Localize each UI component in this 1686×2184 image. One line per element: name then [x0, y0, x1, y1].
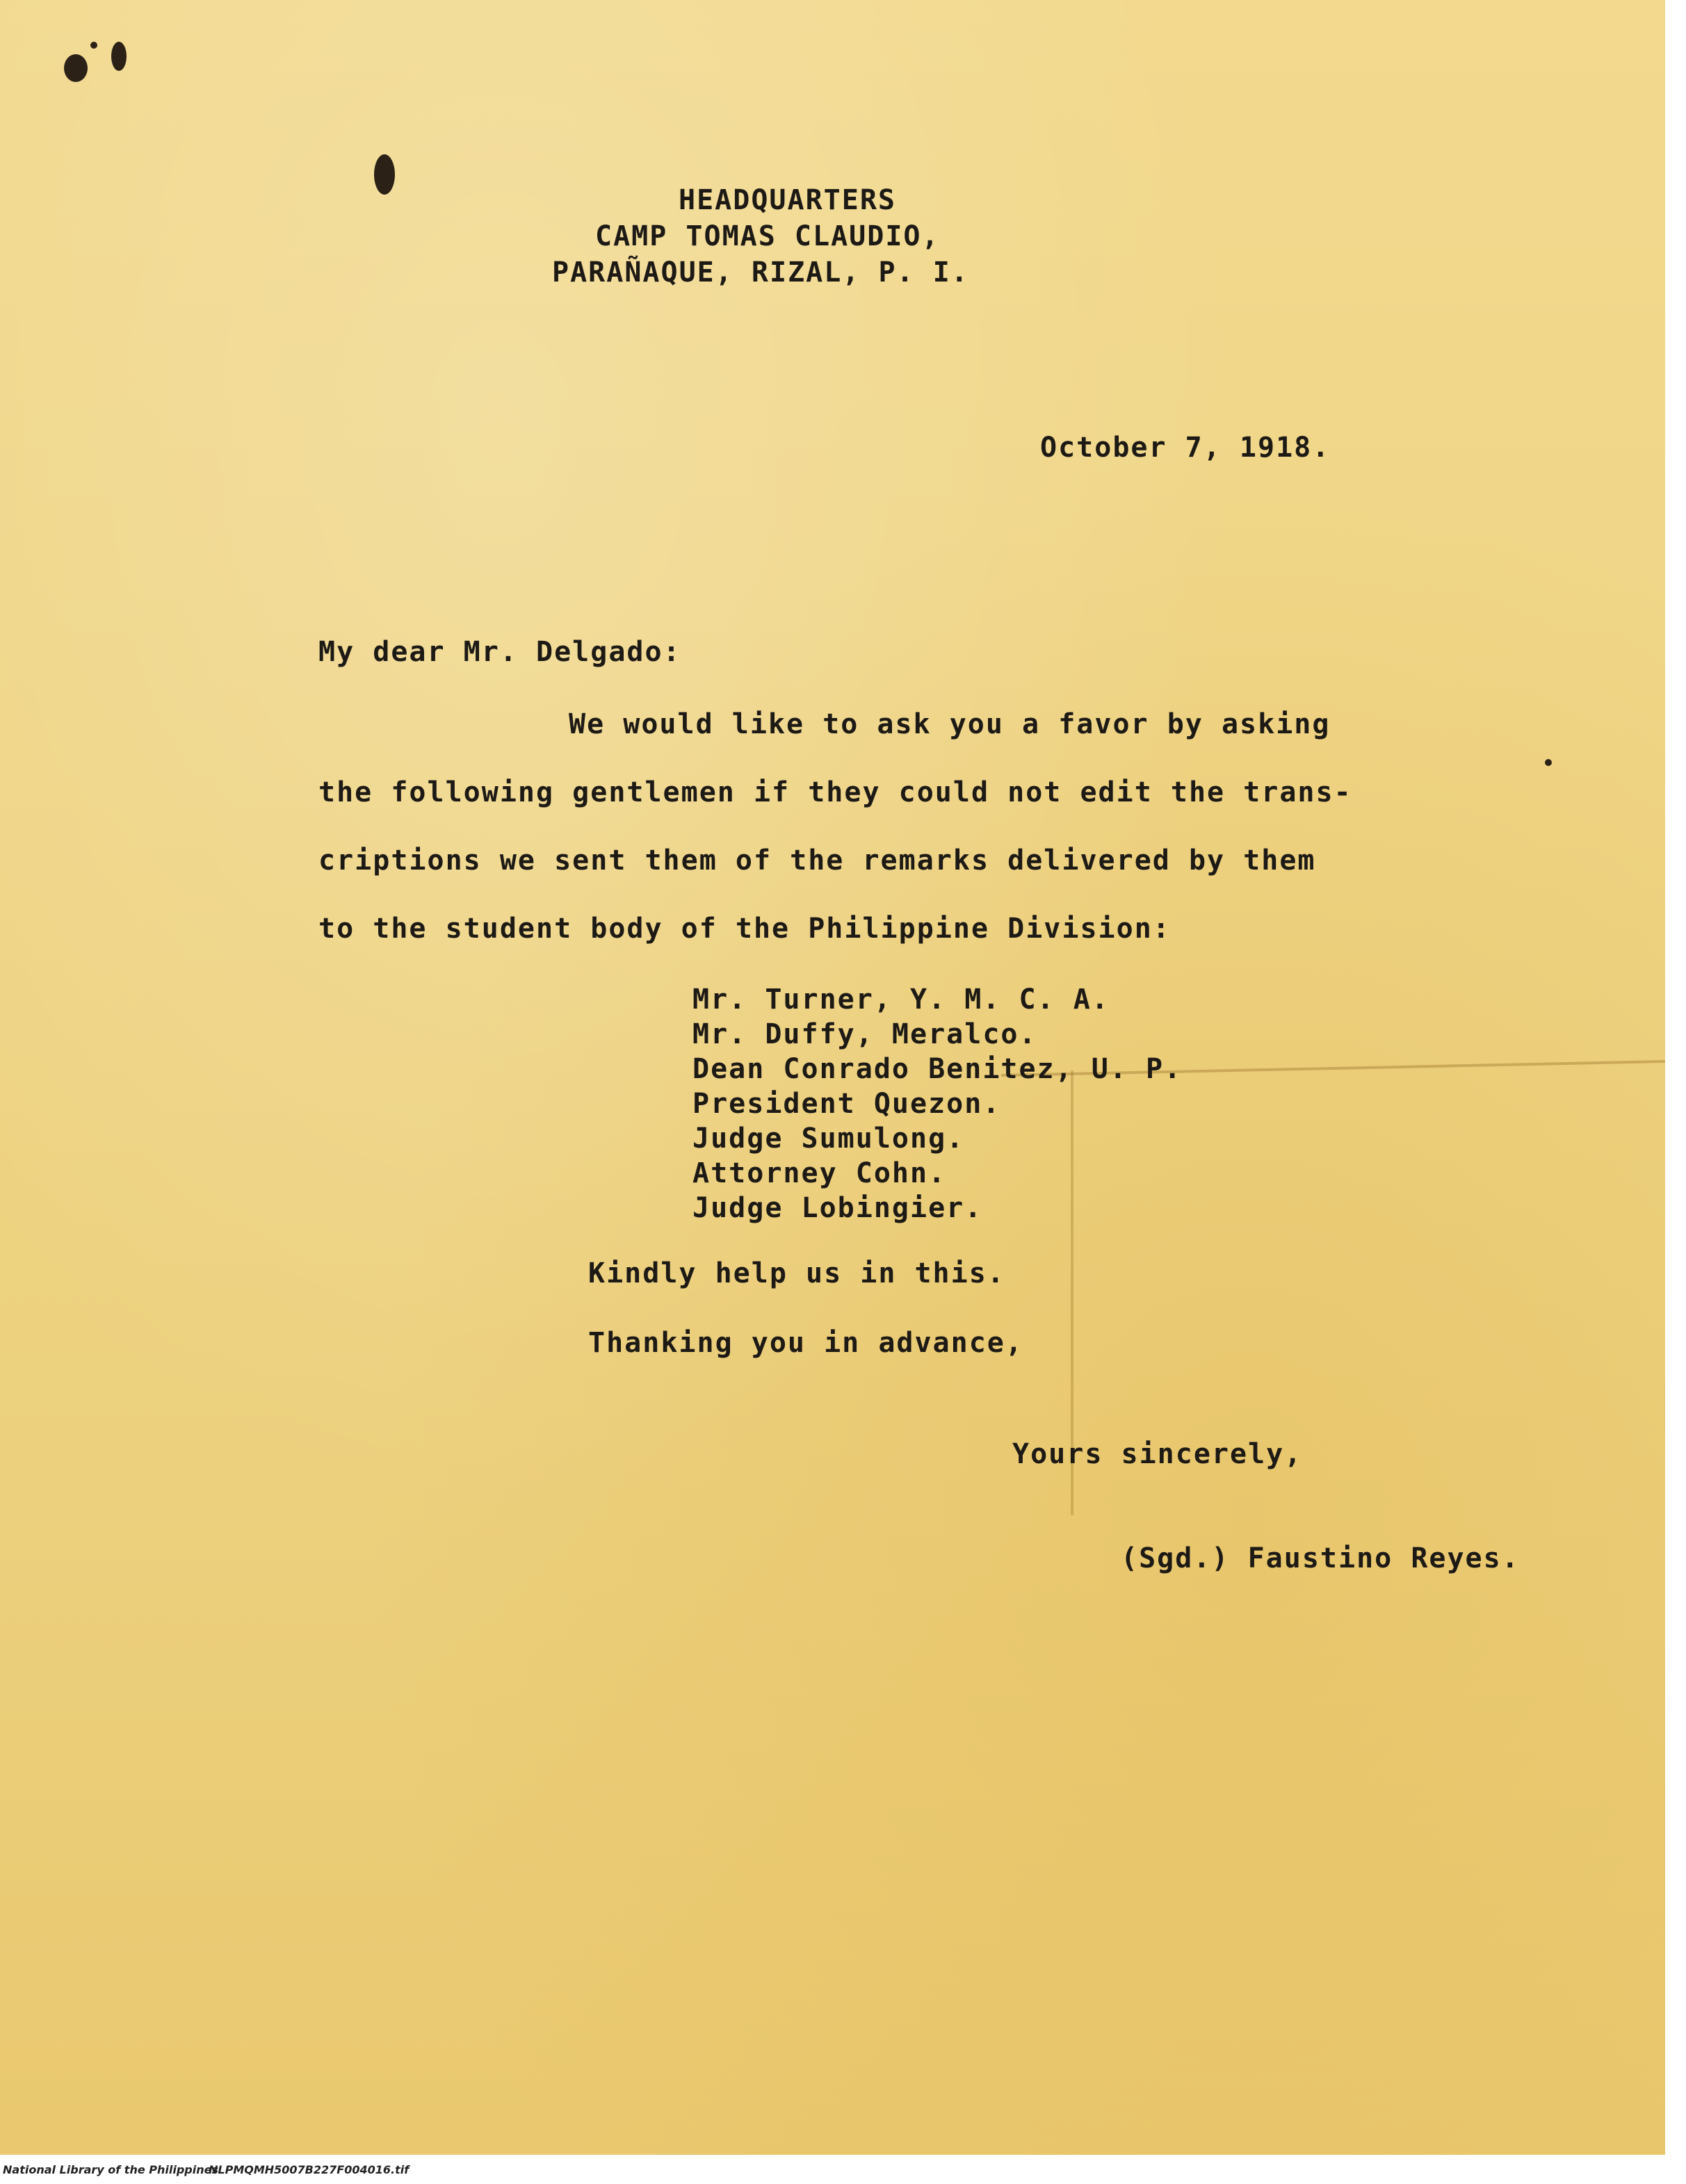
gentleman-list-item: Dean Conrado Benitez, U. P.: [692, 1053, 1183, 1085]
ink-blot: [90, 42, 97, 49]
footer-institution: National Library of the Philippines: [3, 2163, 218, 2176]
ink-blot: [374, 154, 395, 195]
body-line: We would like to ask you a favor by asking: [569, 708, 1331, 740]
salutation: My dear Mr. Delgado:: [318, 636, 681, 668]
footer-file-id: NLPMQMH5007B227F004016.tif: [209, 2163, 410, 2176]
ink-blot: [1545, 759, 1552, 766]
gentleman-list-item: Judge Sumulong.: [692, 1123, 965, 1155]
body-line: criptions we sent them of the remarks delivered by them: [318, 845, 1316, 877]
body-line: to the student body of the Philippine Division:: [318, 913, 1171, 945]
closing-line: Thanking you in advance,: [588, 1327, 1023, 1359]
signature: (Sgd.) Faustino Reyes.: [1121, 1542, 1520, 1574]
letterhead-line-3: PARAÑAQUE, RIZAL, P. I.: [552, 256, 969, 288]
letterhead-line-2: CAMP TOMAS CLAUDIO,: [595, 220, 940, 252]
letter-date: October 7, 1918.: [1040, 432, 1331, 464]
gentleman-list-item: Attorney Cohn.: [692, 1157, 947, 1189]
body-line: the following gentlemen if they could not edit the trans-: [318, 776, 1352, 808]
gentleman-list-item: Judge Lobingier.: [692, 1192, 983, 1224]
letterhead-line-1: HEADQUARTERS: [679, 184, 896, 216]
valediction: Yours sincerely,: [1012, 1438, 1303, 1470]
ink-blot: [64, 54, 88, 82]
scan-footer: [0, 2155, 1686, 2184]
gentleman-list-item: Mr. Duffy, Meralco.: [692, 1018, 1037, 1050]
closing-line: Kindly help us in this.: [588, 1257, 1005, 1289]
gentleman-list-item: President Quezon.: [692, 1088, 1001, 1120]
ink-blot: [111, 42, 127, 71]
gentleman-list-item: Mr. Turner, Y. M. C. A.: [692, 984, 1110, 1016]
